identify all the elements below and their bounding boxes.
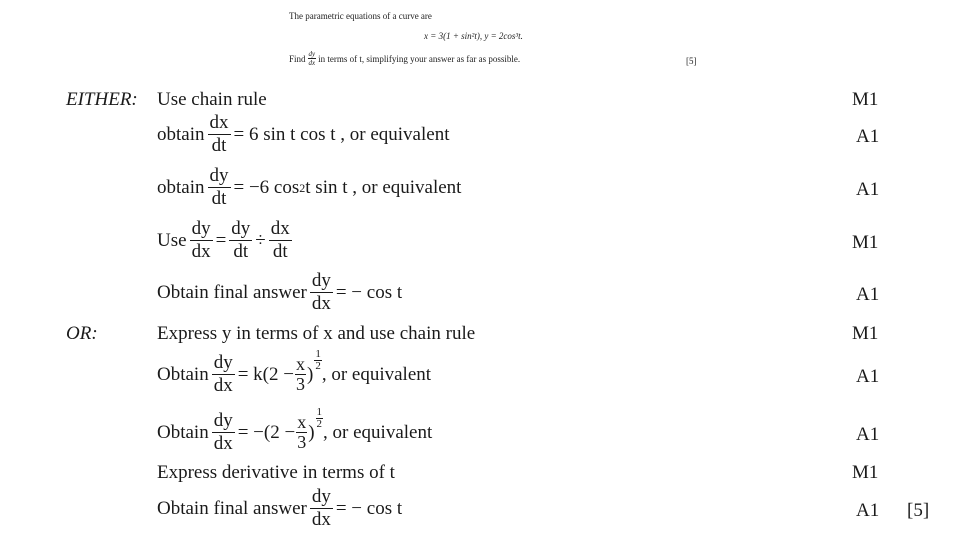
x-over-3-fraction: [295, 355, 306, 394]
frac-den: 3: [295, 374, 305, 394]
step-obtain-k-form: [157, 348, 432, 397]
question-marks: [5]: [686, 56, 697, 66]
frac-den: dx: [213, 433, 233, 454]
step-prefix: Obtain: [157, 421, 209, 443]
half-power: [316, 407, 324, 430]
or-label: OR:: [66, 323, 98, 344]
dxdt-fraction: [269, 218, 292, 263]
frac-den: dt: [233, 241, 249, 262]
step-prefix: Obtain: [157, 363, 209, 385]
find-frac-num: dy: [308, 50, 316, 58]
mark-step-4: A1: [856, 284, 880, 305]
step-rhs-c: , or equivalent: [321, 363, 432, 385]
frac-den: dx: [213, 375, 233, 396]
find-fraction: [308, 50, 317, 67]
frac-num: dy: [191, 218, 211, 239]
step-prefix: Obtain final answer: [157, 281, 307, 303]
half-power: [314, 349, 322, 372]
frac-num: dx: [270, 218, 290, 239]
question-intro: The parametric equations of a curve are: [289, 11, 432, 21]
frac-num: x: [297, 412, 307, 432]
mark-step-0: M1: [852, 89, 879, 110]
step-rhs-b: t sin t , or equivalent: [305, 176, 462, 198]
step-prefix: obtain: [157, 123, 205, 145]
dydx-fraction: [212, 410, 235, 455]
question-equations: x = 3(1 + sin²t), y = 2cos³t.: [424, 31, 523, 41]
dydx-fraction: [190, 218, 213, 263]
step-rhs: = − cos t: [335, 281, 403, 303]
mark-step-9: A1: [856, 500, 880, 521]
frac-den: dx: [311, 509, 331, 530]
mark-step-1: A1: [856, 126, 880, 147]
step-rhs: = 6 sin t cos t , or equivalent: [233, 123, 450, 145]
frac-den: dt: [211, 188, 227, 209]
step-rhs-a: = k(2 −: [237, 363, 294, 385]
frac-den: 3: [297, 432, 307, 452]
step-express-y: Express y in terms of x and use chain rule: [157, 323, 476, 344]
dydt-fraction: [229, 218, 252, 263]
pow-den: 2: [316, 418, 323, 430]
frac-num: dy: [209, 165, 229, 186]
mark-step-7: A1: [856, 424, 880, 445]
step-final-answer: [157, 270, 402, 315]
step-rhs-a: = −(2 −: [237, 421, 296, 443]
find-prefix: Find: [289, 53, 306, 64]
dydt-fraction: [208, 165, 231, 210]
pow-num: 1: [315, 348, 321, 360]
step-rhs-b: ): [306, 363, 314, 385]
step-obtain-neg-form: [157, 406, 433, 455]
step-use-quotient: [157, 218, 295, 263]
step-rhs: = − cos t: [335, 497, 403, 519]
frac-num: dy: [213, 352, 233, 373]
step-obtain-dydt: [157, 165, 461, 210]
frac-num: dy: [213, 410, 233, 431]
dydx-fraction: [310, 270, 333, 315]
frac-den: dt: [211, 135, 227, 156]
step-express-derivative: Express derivative in terms of t: [157, 462, 395, 483]
dydx-fraction: [310, 486, 333, 531]
frac-num: dy: [311, 486, 331, 507]
step-prefix: Obtain final answer: [157, 497, 307, 519]
frac-num: x: [295, 354, 305, 374]
pow-num: 1: [316, 406, 323, 418]
frac-den: dx: [311, 293, 331, 314]
mark-step-8: M1: [852, 462, 879, 483]
dxdt-fraction: [208, 112, 231, 157]
step-rhs-c: , or equivalent: [323, 421, 433, 443]
pow-den: 2: [315, 360, 321, 372]
frac-num: dy: [231, 218, 251, 239]
step-rhs-a: = −6 cos: [233, 176, 300, 198]
total-marks: [5]: [907, 500, 930, 521]
mark-step-5: M1: [852, 323, 879, 344]
frac-num: dy: [311, 270, 331, 291]
either-label: EITHER:: [66, 89, 138, 110]
step-prefix: Use: [157, 229, 187, 251]
step-final-answer-or: [157, 486, 402, 531]
find-frac-den: dx: [308, 59, 316, 67]
rhs-superscript: 2: [299, 180, 306, 195]
mark-step-2: A1: [856, 179, 880, 200]
dydx-fraction: [212, 352, 235, 397]
step-rhs-b: ): [308, 421, 315, 443]
mark-step-3: M1: [852, 232, 879, 253]
find-suffix: in terms of t, simplifying your answer as far as possible.: [318, 53, 521, 64]
frac-num: dx: [209, 112, 229, 133]
equals-sign: =: [215, 229, 227, 251]
divide-sign: ÷: [255, 229, 266, 251]
mark-step-6: A1: [856, 366, 880, 387]
question-find: [289, 50, 520, 67]
step-obtain-dxdt: [157, 112, 450, 157]
x-over-3-fraction: [296, 413, 307, 452]
step-prefix: obtain: [157, 176, 205, 198]
frac-den: dt: [272, 241, 288, 262]
step-use-chain-rule: Use chain rule: [157, 89, 267, 110]
frac-den: dx: [191, 241, 211, 262]
